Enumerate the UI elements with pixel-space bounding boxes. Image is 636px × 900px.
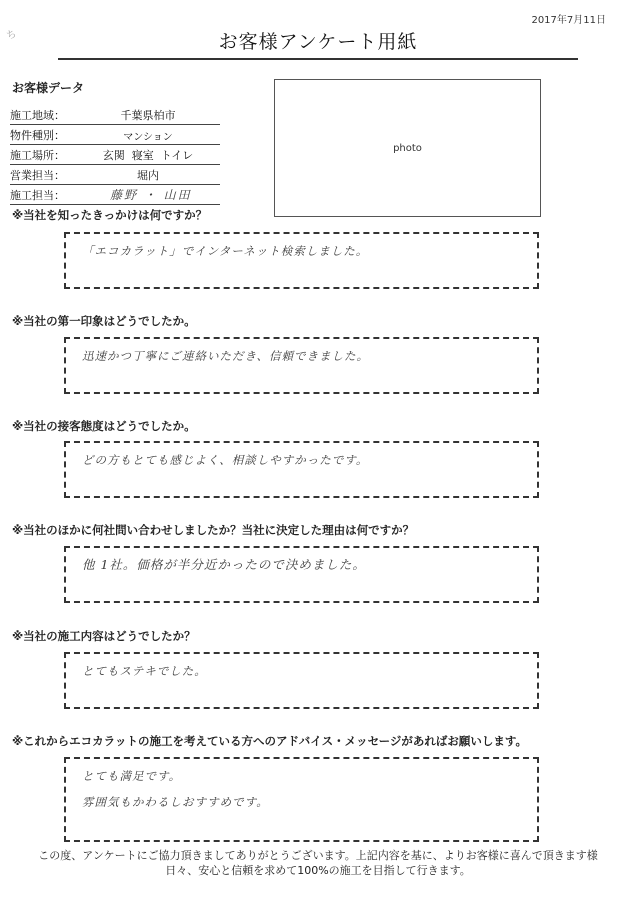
info-label: 施工場所： xyxy=(10,149,65,162)
question-3: ※当社の接客態度はどうでしたか。 xyxy=(12,419,196,433)
handwritten-answer: 「エコカラット」でインターネット検索しました。 xyxy=(82,244,369,258)
handwritten-answer-line-1: とても満足です。 xyxy=(82,769,182,783)
info-value: 玄関 寝室 トイレ xyxy=(102,149,194,162)
info-label: 営業担当： xyxy=(10,169,65,182)
form-date: 2017年7月11日 xyxy=(531,15,606,26)
customer-data-heading: お客様データ xyxy=(12,81,85,95)
footer-line-2: 日々、安心と信頼を求めて100%の施工を目指して行きます。 xyxy=(165,864,471,877)
answer-box-1 xyxy=(64,232,539,289)
info-label: 物件種別： xyxy=(10,129,65,142)
info-row-sales-staff xyxy=(10,165,220,185)
corner-mark: ち xyxy=(5,28,18,43)
question-1: ※当社を知ったきっかけは何ですか？ xyxy=(12,208,208,222)
handwritten-answer: どの方もとても感じよく、相談しやすかったです。 xyxy=(82,453,369,467)
handwritten-staff-names: 藤野 ・ 山田 xyxy=(110,188,192,202)
page-title: お客様アンケート用紙 xyxy=(58,27,578,60)
handwritten-answer: とてもステキでした。 xyxy=(82,664,207,678)
handwritten-answer-line-2: 雰囲気もかわるしおすすめです。 xyxy=(82,795,269,809)
handwritten-answer: 他 1社。価格が半分近かったので決めました。 xyxy=(82,557,366,572)
info-label: 施工担当： xyxy=(10,189,65,202)
info-row-area xyxy=(10,105,220,125)
info-label: 施工地域： xyxy=(10,109,65,122)
question-4: ※当社のほかに何社問い合わせしましたか？当社に決定した理由は何ですか？ xyxy=(12,523,415,537)
answer-box-6 xyxy=(64,757,539,842)
footer-line-1: この度、アンケートにご協力頂きましてありがとうございます。上記内容を基に、よりお客様に喜んで頂きます様 xyxy=(38,849,598,862)
info-row-location xyxy=(10,145,220,165)
customer-info-table xyxy=(10,105,220,205)
info-row-construction-staff xyxy=(10,185,220,205)
handwritten-answer: 迅速かつ丁寧にご連絡いただき、信頼できました。 xyxy=(82,349,370,363)
question-5: ※当社の施工内容はどうでしたか？ xyxy=(12,629,196,643)
footer-message xyxy=(10,848,626,878)
answer-box-5 xyxy=(64,652,539,709)
info-value: 千葉県柏市 xyxy=(120,109,176,122)
question-6: ※これからエコカラットの施工を考えている方へのアドバイス・メッセージがあればお願いします。 xyxy=(12,734,527,748)
info-value: 堀内 xyxy=(137,169,159,182)
answer-box-3 xyxy=(64,441,539,498)
answer-box-2 xyxy=(64,337,539,394)
info-row-property-type xyxy=(10,125,220,145)
answer-box-4 xyxy=(64,546,539,603)
photo-placeholder xyxy=(274,79,541,217)
question-2: ※当社の第一印象はどうでしたか。 xyxy=(12,314,196,328)
photo-label: photo xyxy=(393,142,422,154)
info-value: マンション xyxy=(123,132,173,143)
